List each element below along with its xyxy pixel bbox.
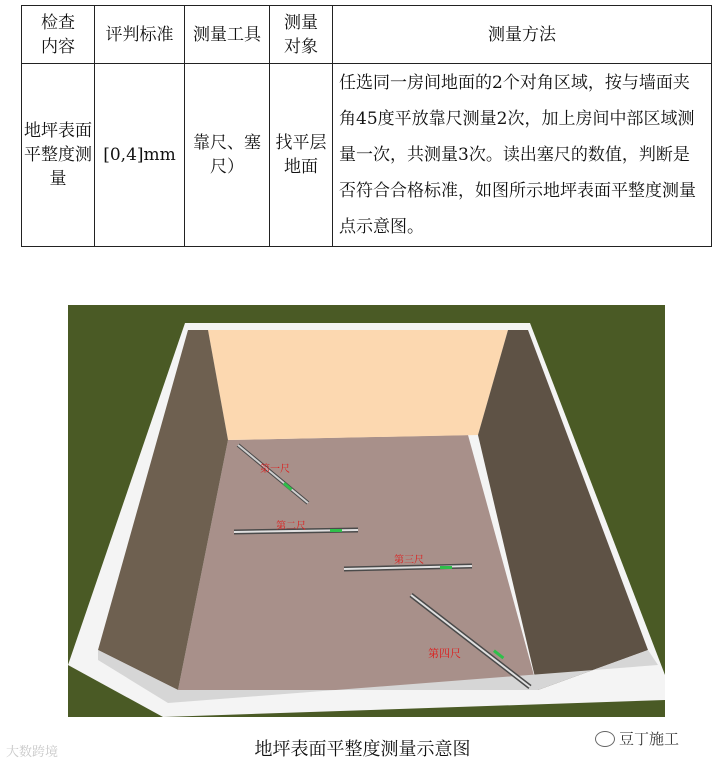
watermark-left-text: 大数跨境 [6, 745, 59, 760]
ruler-3-label: 第三尺 [394, 555, 424, 566]
header-method: 测量方法 [333, 6, 712, 64]
wechat-icon [595, 731, 615, 747]
watermark-left [6, 741, 58, 760]
header-object: 测量 对象 [270, 6, 333, 64]
ruler-2-marker [330, 529, 342, 532]
cell-content: 地坪表面平整度测量 [22, 64, 95, 247]
cell-object: 找平层地面 [270, 64, 333, 247]
watermark-right [595, 728, 679, 749]
spec-table [21, 5, 712, 247]
watermark-right-text: 豆丁施工 [619, 730, 680, 748]
ruler-1-label: 第一尺 [260, 464, 290, 475]
header-content: 检查 内容 [22, 6, 95, 64]
flatness-diagram [68, 305, 665, 717]
ruler-3-marker [440, 566, 452, 569]
table-header-row [22, 6, 712, 64]
cell-tool: 靠尺、塞尺） [185, 64, 270, 247]
ruler-2-label: 第二尺 [276, 521, 306, 532]
cell-standard: [0,4]mm [95, 64, 185, 247]
table-row [22, 64, 712, 247]
ruler-4-label: 第四尺 [428, 647, 461, 660]
header-standard: 评判标准 [95, 6, 185, 64]
header-tool: 测量工具 [185, 6, 270, 64]
cell-method: 任选同一房间地面的2个对角区域，按与墙面夹角45度平放靠尺测量2次，加上房间中部区域测量一次，共测量3次。读出塞尺的数值，判断是否符合合格标准，如图所示地坪表面平整度测量点示意图。 [333, 64, 712, 247]
back-wall [208, 330, 508, 440]
figure-caption: 地坪表面平整度测量示意图 [254, 739, 471, 760]
